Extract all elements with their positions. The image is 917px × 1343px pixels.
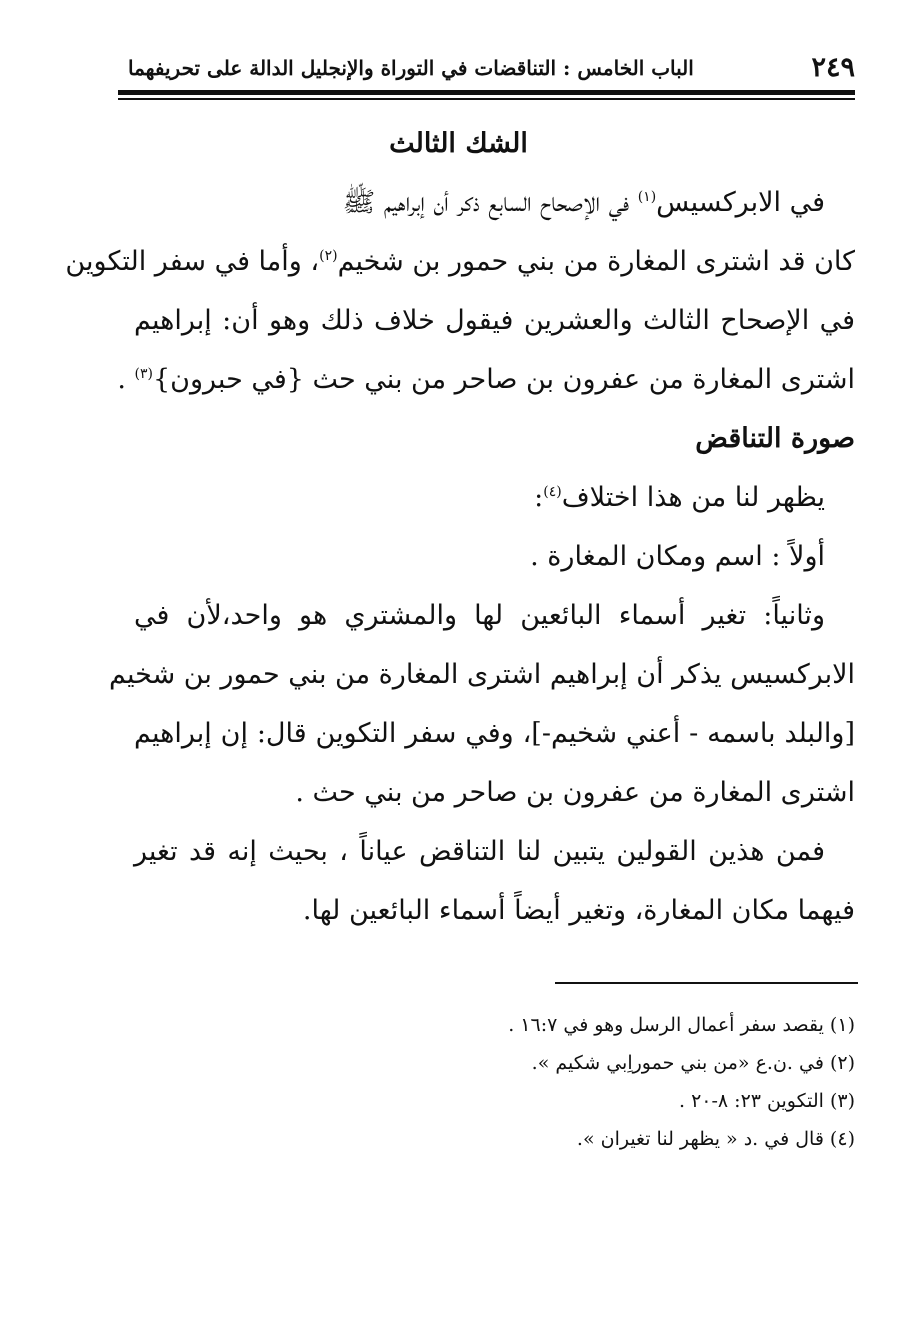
footnote: (٣) التكوين ٢٣: ٨-٢٠ .: [678, 1090, 855, 1112]
header-rule-thick: [118, 90, 855, 95]
footnote-separator: [555, 982, 858, 984]
text-run: :: [534, 482, 544, 513]
footnote-ref: (٣): [134, 366, 153, 382]
text-run: يظهر لنا من هذا اختلاف: [561, 482, 825, 513]
text-run: في الإصحاح السابع ذكر أن إبراهيم ﷺ: [342, 187, 638, 218]
footnote-ref: (١): [637, 189, 657, 205]
paragraph-line: اشترى المغارة من عفرون بن صاحر من بني حث .: [295, 777, 855, 808]
header-rule-thin: [118, 98, 855, 100]
paragraph-line: الابركسيس يذكر أن إبراهيم اشترى المغارة من بني حمور بن شخيم: [109, 659, 855, 690]
contradiction-heading: صورة التناقض: [695, 423, 855, 454]
paragraph-line: [65, 244, 855, 284]
paragraph-line: [والبلد باسمه - أعني شخيم-]، وفي سفر التكوين قال: إن إبراهيم: [134, 718, 855, 749]
running-title: الباب الخامس : التناقضات في التوراة والإنجليل الدالة على تحريفهما: [128, 56, 694, 80]
paragraph-line: فمن هذين القولين يتبين لنا التناقض عياناً ، بحيث إنه قد تغير: [134, 836, 825, 867]
paragraph-line: أولاً : اسم ومكان المغارة .: [530, 541, 825, 572]
paragraph-line: [134, 185, 825, 225]
paragraph-line: وثانياً: تغير أسماء البائعين لها والمشتري هو واحد،لأن في: [134, 600, 825, 631]
section-title: الشك الثالث: [389, 128, 528, 159]
text-run: اشترى المغارة من عفرون بن صاحر من بني حث {في حبرون}: [152, 364, 855, 395]
paragraph-line: في الإصحاح الثالث والعشرين فيقول خلاف ذلك وهو أن: إبراهيم: [134, 305, 855, 336]
footnote: (٤) قال في .د « يظهر لنا تغيران ».: [576, 1128, 855, 1150]
paragraph-line: فيهما مكان المغارة، وتغير أيضاً أسماء البائعين لها.: [302, 895, 855, 926]
footnote: (٢) في .ن.ع «من بني حموراِبي شكيم ».: [531, 1052, 855, 1074]
page-header: [118, 52, 855, 108]
paragraph-line: [134, 480, 825, 520]
footnote-ref: (٤): [543, 484, 562, 500]
text-run: كان قد اشترى المغارة من بني حمور بن شخيم: [337, 246, 855, 277]
page-number: ٢٤٩: [811, 52, 855, 83]
paragraph-line: [117, 362, 855, 402]
footnote-ref: (٢): [319, 248, 338, 264]
footnote: (١) يقصد سفر أعمال الرسل وهو في ١٦:٧ .: [508, 1014, 855, 1036]
text-run: في الابركسيس: [656, 187, 825, 218]
text-run: ، وأما في سفر التكوين: [65, 246, 320, 277]
text-run: .: [117, 364, 135, 395]
